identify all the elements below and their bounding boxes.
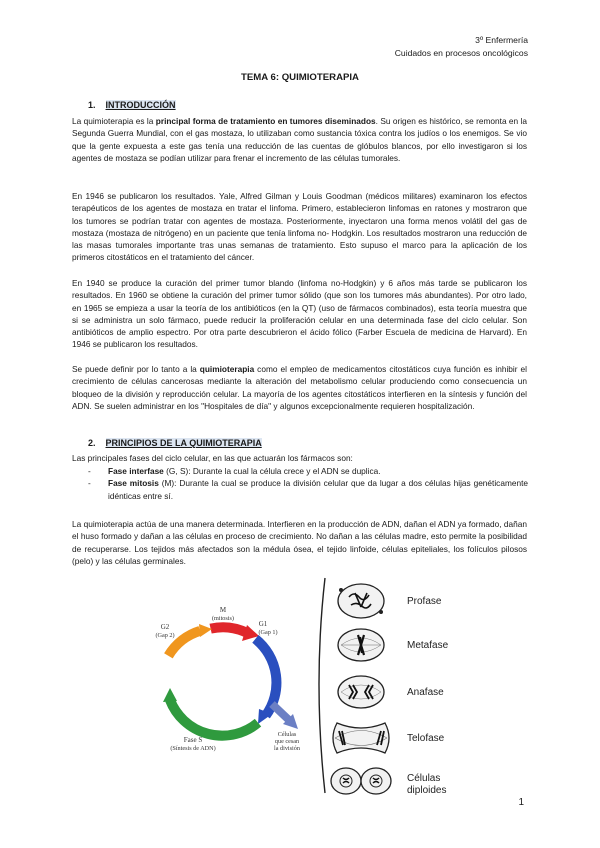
anafase-cell <box>338 676 384 708</box>
arrow-s-to-g2 <box>163 688 177 702</box>
diploid-cells <box>331 768 391 794</box>
list-item <box>88 477 528 502</box>
list-item <box>88 465 528 477</box>
section-2-number: 2. <box>88 438 96 448</box>
mitosis-stages-diagram <box>305 573 480 803</box>
course-name: Cuidados en procesos oncológicos <box>394 48 528 58</box>
intro-paragraph-3: En 1940 se produce la curación del primer tumor blando (linfoma no-Hodgkin) y 6 años más tarde se publicaron los resultados. En 1960 se obtiene la curación del primer tumor sólido (que son los tumores más abundantes). Por otro lado, en 1965 se empieza a usar la teoría de los antibióticos (en la QT) (uso de fármacos combinados), esta teoría muestra que si se administra un solo fármaco, puede reducir la proliferación celular en una determinada fase del ciclo celular. Son antibióticos de amplio espectro. Por otra parte descubrieron el ácido fólico (Farber Escuela de medicina de Harvard). En 1946 se publicaron los resultados. <box>72 278 527 350</box>
label-anafase: Anafase <box>407 687 444 698</box>
course-year: 3º Enfermería <box>475 35 528 45</box>
intro-paragraph-4 <box>72 363 527 412</box>
label-exit-1: Células <box>277 731 297 738</box>
label-g2-sub: (Gap 2) <box>155 632 175 639</box>
label-m: M <box>219 606 227 614</box>
section-2-intro: Las principales fases del ciclo celular, en las que actuarán los fármacos son: <box>72 453 353 463</box>
section-2-heading <box>88 438 262 448</box>
intro-paragraph-1 <box>72 115 527 164</box>
phase-description: (M): Durante la cual se produce la división celular que da lugar a dos células hijas genéticamente idénticas entre sí. <box>108 478 529 501</box>
cycle-arc-m <box>211 627 248 633</box>
exit-arrow-line <box>272 704 290 721</box>
section-2-paragraph: La quimioterapia actúa de una manera determinada. Interfieren en la producción de ADN, dañan el ADN ya formado, dañan el huso formado y dañan a las células en proceso de crecimiento. No dañan a las células madre, esto permite la posibilidad de recuperarse. Los tejidos más afectados son la médula ósea, el tejido linfoide, células epiteliales, los folículos pilosos (pelo) y las células germinales. <box>72 519 527 566</box>
telofase-cell <box>333 723 389 753</box>
label-g2: G2 <box>160 623 170 631</box>
label-exit-2: que cesan <box>274 738 300 745</box>
section-1-title: INTRODUCCIÓN <box>105 100 176 110</box>
p4-text-start: Se puede definir por lo tanto a la <box>72 364 200 374</box>
section-1-number: 1. <box>88 100 96 110</box>
label-diploides-1: Células <box>407 773 441 784</box>
label-s: Fase S <box>183 736 203 744</box>
cycle-arc-s <box>170 700 258 736</box>
cell-cycle-diagram <box>135 600 320 760</box>
p1-bold: principal forma de tratamiento en tumores diseminados <box>155 116 376 126</box>
p1-text-end: . Su origen es histórico, se remonta en la Segunda Guerra Mundial, con el gas mostaza, lo utilizaban como sustancia tóxica contra los judíos o los enemigos. Se vio que la gente expuesta a este gas tenía una reducción de las cuentas de glóbulos blancos, por ello investigaron si los agentes de mostaza se podían utilizar para frenar el incremento de las células tumorales. <box>72 116 527 163</box>
phase-description: (G, S): Durante la cual la célula crece y el ADN se duplica. <box>163 466 381 476</box>
section-2-title: PRINCIPIOS DE LA QUIMIOTERAPIA <box>105 438 262 448</box>
metafase-cell <box>338 629 384 661</box>
label-diploides-2: diploides <box>407 785 447 796</box>
document-header <box>395 34 528 60</box>
p4-bold: quimioterapia <box>199 364 255 374</box>
phase-name: Fase mitosis <box>108 478 159 489</box>
label-exit-3: la división <box>274 745 300 752</box>
phase-name: Fase interfase <box>108 466 164 476</box>
intro-paragraph-2: En 1946 se publicaron los resultados. Yale, Alfred Gilman y Louis Goodman (médicos militares) examinaron los efectos terapéuticos de los agentes de mostaza en tratar el linfoma. Primero, establecieron linfomas en ratones y mostraron que los tumores se podrían tratar con agentes de mostaza. Posteriormente, inyectaron una forma menos volátil del gas de mostaza (mostaza de nitrógeno) en un paciente que tenía linfoma no- Hodgkin. Los resultados mostraron una reducción de las masas tumorales importante tras unas semanas de tratamiento. Esto supuso el marco para la aplicación de los primeros citostáticos en el tratamiento del cáncer. <box>72 191 527 263</box>
cell-cycle-phase-list <box>88 465 528 502</box>
page-number: 1 <box>518 797 524 808</box>
label-profase: Profase <box>407 596 442 607</box>
label-telofase: Telofase <box>407 733 445 744</box>
label-g1: G1 <box>258 620 268 628</box>
profase-cell <box>338 584 384 618</box>
label-g1-sub: (Gap 1) <box>258 629 278 636</box>
section-1-heading <box>88 100 176 110</box>
mitosis-bracket <box>319 578 325 793</box>
p1-text-start: La quimioterapia es la <box>72 116 156 126</box>
label-s-sub: (Síntesis de ADN) <box>170 745 216 752</box>
label-metafase: Metafase <box>407 640 449 651</box>
page-title: TEMA 6: QUIMIOTERAPIA <box>241 72 359 83</box>
label-m-sub: (mitosis) <box>211 615 235 622</box>
p4-text-end: como el empleo de medicamentos citostáticos cuya función es inhibir el crecimiento de células cancerosas mediante la alteración del metabolismo celular produciendo como consecuencia un bloqueo de la división y reproducción celular. La mayoría de los agentes citostáticos interfieren en la síntesis y función del ADN. Se suelen administrar en los "Hospitales de día" y algunos excepcionalmente requieren hospitalización. <box>72 364 527 411</box>
